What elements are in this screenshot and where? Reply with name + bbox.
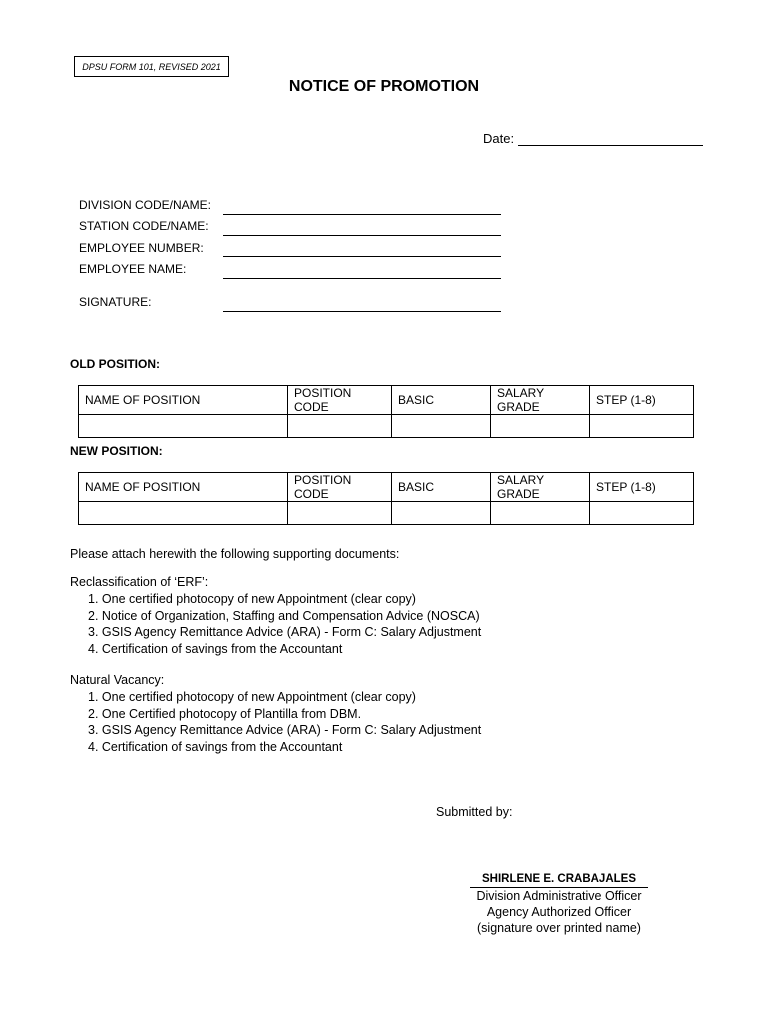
table-cell[interactable]: [288, 415, 392, 438]
division-label: DIVISION CODE/NAME:: [79, 198, 212, 212]
list-item: 4. Certification of savings from the Accountant: [88, 641, 343, 656]
column-header: POSITION CODE: [288, 473, 392, 502]
station-line[interactable]: [223, 235, 501, 236]
signatory-role: Agency Authorized Officer: [486, 905, 632, 919]
table-cell[interactable]: [491, 415, 590, 438]
column-header: SALARY GRADE: [491, 473, 590, 502]
employee-number-label: EMPLOYEE NUMBER:: [79, 241, 204, 255]
list-item: 2. One Certified photocopy of Plantilla from DBM.: [88, 706, 362, 721]
signatory-name: SHIRLENE E. CRABAJALES: [470, 871, 648, 888]
table-row: [79, 415, 694, 438]
column-header: NAME OF POSITION: [79, 386, 288, 415]
submitted-by-label: Submitted by:: [436, 805, 513, 819]
employee-number-line[interactable]: [223, 256, 501, 257]
natural-vacancy-heading: Natural Vacancy:: [70, 673, 165, 687]
natural-vacancy-list: [88, 689, 481, 755]
table-cell[interactable]: [392, 415, 491, 438]
column-header: NAME OF POSITION: [79, 473, 288, 502]
date-label: Date:: [483, 131, 515, 146]
employee-name-label: EMPLOYEE NAME:: [79, 262, 187, 276]
page-title: NOTICE OF PROMOTION: [288, 78, 480, 95]
employee-name-line[interactable]: [223, 278, 501, 279]
instructions-text: Please attach herewith the following supporting documents:: [70, 547, 400, 561]
column-header: BASIC: [392, 386, 491, 415]
table-row: [79, 502, 694, 525]
signature-label: SIGNATURE:: [79, 295, 152, 309]
column-header: BASIC: [392, 473, 491, 502]
table-cell[interactable]: [491, 502, 590, 525]
table-cell[interactable]: [392, 502, 491, 525]
signature-line[interactable]: [223, 311, 501, 312]
date-line[interactable]: [518, 132, 703, 146]
station-label: STATION CODE/NAME:: [79, 219, 209, 233]
column-header: POSITION CODE: [288, 386, 392, 415]
date-field: [483, 131, 703, 146]
table-cell[interactable]: [590, 502, 694, 525]
table-header-row: [79, 386, 694, 415]
new-position-heading: NEW POSITION:: [70, 444, 163, 458]
form-code-box: DPSU FORM 101, REVISED 2021: [74, 56, 229, 77]
old-position-table: [78, 385, 694, 438]
list-item: 1. One certified photocopy of new Appointment (clear copy): [88, 592, 416, 606]
list-item: 1. One certified photocopy of new Appointment (clear copy): [88, 690, 416, 704]
table-cell[interactable]: [79, 502, 288, 525]
old-position-heading: OLD POSITION:: [70, 357, 160, 371]
table-cell[interactable]: [590, 415, 694, 438]
table-cell[interactable]: [288, 502, 392, 525]
column-header: STEP (1-8): [590, 386, 694, 415]
column-header: SALARY GRADE: [491, 386, 590, 415]
division-line[interactable]: [223, 214, 501, 215]
new-position-table: [78, 472, 694, 525]
signature-block: [470, 870, 648, 936]
list-item: 3. GSIS Agency Remittance Advice (ARA) - Form C: Salary Adjustment: [88, 723, 482, 737]
reclassification-heading: Reclassification of ‘ERF’:: [70, 575, 209, 589]
table-cell[interactable]: [79, 415, 288, 438]
reclassification-list: [88, 591, 481, 657]
column-header: STEP (1-8): [590, 473, 694, 502]
table-header-row: [79, 473, 694, 502]
signatory-note: (signature over printed name): [477, 921, 641, 935]
list-item: 4. Certification of savings from the Accountant: [88, 739, 343, 754]
list-item: 2. Notice of Organization, Staffing and Compensation Advice (NOSCA): [88, 608, 480, 623]
signatory-title: Division Administrative Officer: [476, 889, 642, 903]
list-item: 3. GSIS Agency Remittance Advice (ARA) - Form C: Salary Adjustment: [88, 625, 482, 639]
